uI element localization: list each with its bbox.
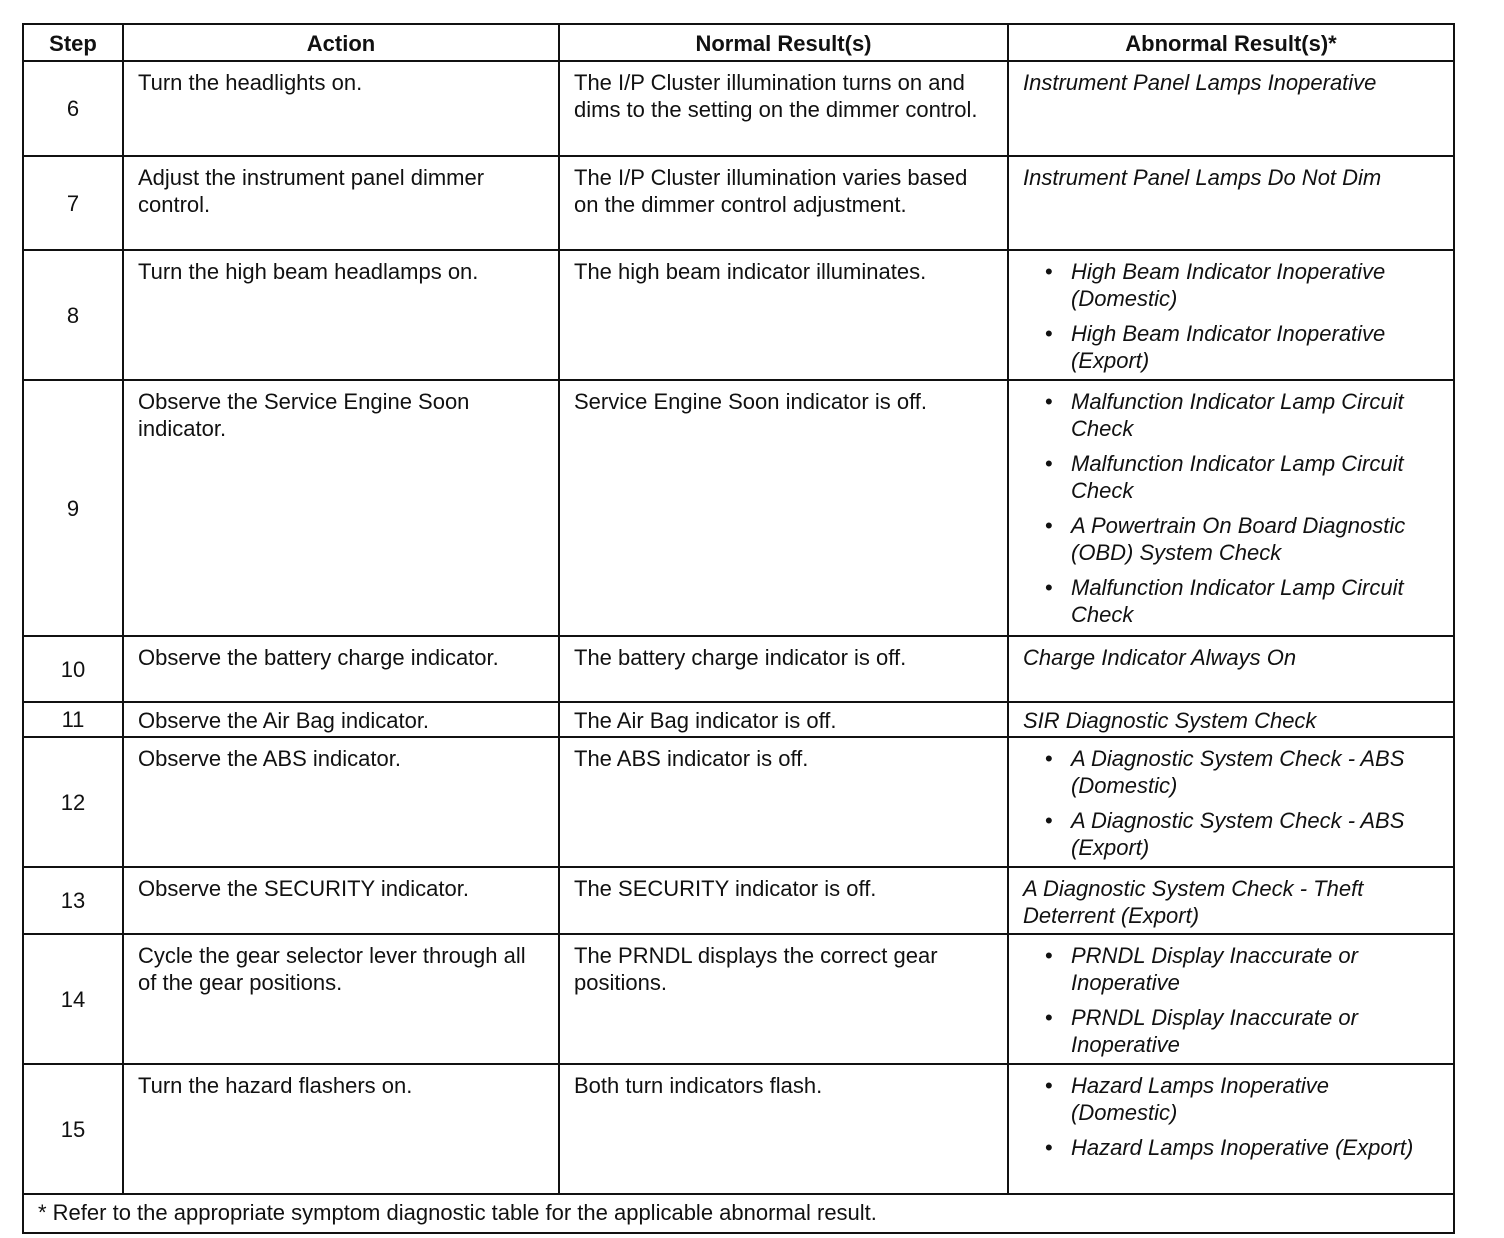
list-item [1023,1072,1441,1126]
abnormal-result-text: Malfunction Indicator Lamp Circuit Check [1071,575,1404,627]
step-number: 14 [23,934,123,1064]
step-number: 8 [23,250,123,380]
normal-result-cell: The PRNDL displays the correct gear positions. [559,934,1008,1064]
bullet-icon: • [1045,746,1053,771]
table-row [23,250,1454,380]
abnormal-result-text: Charge Indicator Always On [1023,645,1297,670]
normal-result-cell: The ABS indicator is off. [559,737,1008,867]
table-row [23,380,1454,636]
bullet-icon: • [1045,389,1053,414]
abnormal-result-cell [1008,1064,1454,1194]
header-normal-results: Normal Result(s) [559,24,1008,61]
abnormal-result-cell [1008,934,1454,1064]
list-item [1023,450,1441,504]
bullet-icon: • [1045,1073,1053,1098]
diagnostic-table [22,23,1455,1234]
normal-result-cell: Service Engine Soon indicator is off. [559,380,1008,636]
table-row [23,737,1454,867]
list-item [1023,320,1441,374]
step-number: 12 [23,737,123,867]
abnormal-result-text: PRNDL Display Inaccurate or Inoperative [1071,943,1358,995]
abnormal-result-text: A Powertrain On Board Diagnostic (OBD) System Check [1071,513,1406,565]
list-item [1023,942,1441,996]
footnote-row [23,1194,1454,1233]
abnormal-result-cell [1008,250,1454,380]
abnormal-result-text: SIR Diagnostic System Check [1023,708,1317,733]
table-body [23,61,1454,1194]
abnormal-result-text: Instrument Panel Lamps Inoperative [1023,70,1377,95]
normal-result-cell: The Air Bag indicator is off. [559,702,1008,737]
action-cell: Turn the hazard flashers on. [123,1064,559,1194]
normal-result-cell: The SECURITY indicator is off. [559,867,1008,934]
abnormal-result-text: High Beam Indicator Inoperative (Domestic) [1071,259,1386,311]
list-item [1023,388,1441,442]
abnormal-result-text: A Diagnostic System Check - Theft Deterrent (Export) [1023,876,1364,928]
abnormal-result-text: A Diagnostic System Check - ABS (Export) [1071,808,1405,860]
step-number: 15 [23,1064,123,1194]
abnormal-result-list [1023,745,1441,861]
header-step: Step [23,24,123,61]
table-row [23,61,1454,156]
bullet-icon: • [1045,1135,1053,1160]
bullet-icon: • [1045,451,1053,476]
table-header-row [23,24,1454,61]
abnormal-result-cell [1008,867,1454,934]
table-row [23,867,1454,934]
action-cell: Turn the high beam headlamps on. [123,250,559,380]
normal-result-cell: The I/P Cluster illumination turns on and dims to the setting on the dimmer control. [559,61,1008,156]
action-cell: Observe the SECURITY indicator. [123,867,559,934]
abnormal-result-cell [1008,702,1454,737]
bullet-icon: • [1045,575,1053,600]
step-number: 7 [23,156,123,250]
abnormal-result-cell [1008,156,1454,250]
abnormal-result-cell [1008,636,1454,702]
list-item [1023,258,1441,312]
abnormal-result-cell [1008,61,1454,156]
header-abnormal-results: Abnormal Result(s)* [1008,24,1454,61]
step-number: 10 [23,636,123,702]
abnormal-result-cell [1008,380,1454,636]
header-action: Action [123,24,559,61]
abnormal-result-text: High Beam Indicator Inoperative (Export) [1071,321,1386,373]
abnormal-result-text: Hazard Lamps Inoperative (Domestic) [1071,1073,1330,1125]
normal-result-cell: The I/P Cluster illumination varies based on the dimmer control adjustment. [559,156,1008,250]
abnormal-result-list [1023,1072,1441,1161]
list-item [1023,1004,1441,1058]
table-row [23,636,1454,702]
action-cell: Adjust the instrument panel dimmer control. [123,156,559,250]
abnormal-result-text: A Diagnostic System Check - ABS (Domestic) [1071,746,1405,798]
action-cell: Turn the headlights on. [123,61,559,156]
abnormal-result-list [1023,258,1441,374]
list-item [1023,807,1441,861]
abnormal-result-text: Hazard Lamps Inoperative (Export) [1071,1135,1414,1160]
abnormal-result-list [1023,942,1441,1058]
table-row [23,156,1454,250]
action-cell: Observe the Service Engine Soon indicator. [123,380,559,636]
table-row [23,702,1454,737]
step-number: 9 [23,380,123,636]
list-item [1023,574,1441,628]
table-row [23,934,1454,1064]
step-number: 11 [23,702,123,737]
step-number: 6 [23,61,123,156]
step-number: 13 [23,867,123,934]
normal-result-cell: The high beam indicator illuminates. [559,250,1008,380]
list-item [1023,745,1441,799]
action-cell: Cycle the gear selector lever through all of the gear positions. [123,934,559,1064]
table-row [23,1064,1454,1194]
list-item [1023,1134,1441,1161]
abnormal-result-text: Malfunction Indicator Lamp Circuit Check [1071,451,1404,503]
abnormal-result-cell [1008,737,1454,867]
normal-result-cell: The battery charge indicator is off. [559,636,1008,702]
footnote: * Refer to the appropriate symptom diagnostic table for the applicable abnormal result. [23,1194,1454,1233]
action-cell: Observe the ABS indicator. [123,737,559,867]
bullet-icon: • [1045,513,1053,538]
abnormal-result-text: PRNDL Display Inaccurate or Inoperative [1071,1005,1358,1057]
bullet-icon: • [1045,1005,1053,1030]
list-item [1023,512,1441,566]
action-cell: Observe the Air Bag indicator. [123,702,559,737]
bullet-icon: • [1045,808,1053,833]
abnormal-result-text: Instrument Panel Lamps Do Not Dim [1023,165,1382,190]
abnormal-result-text: Malfunction Indicator Lamp Circuit Check [1071,389,1404,441]
normal-result-cell: Both turn indicators flash. [559,1064,1008,1194]
bullet-icon: • [1045,259,1053,284]
action-cell: Observe the battery charge indicator. [123,636,559,702]
abnormal-result-list [1023,388,1441,628]
bullet-icon: • [1045,943,1053,968]
bullet-icon: • [1045,321,1053,346]
